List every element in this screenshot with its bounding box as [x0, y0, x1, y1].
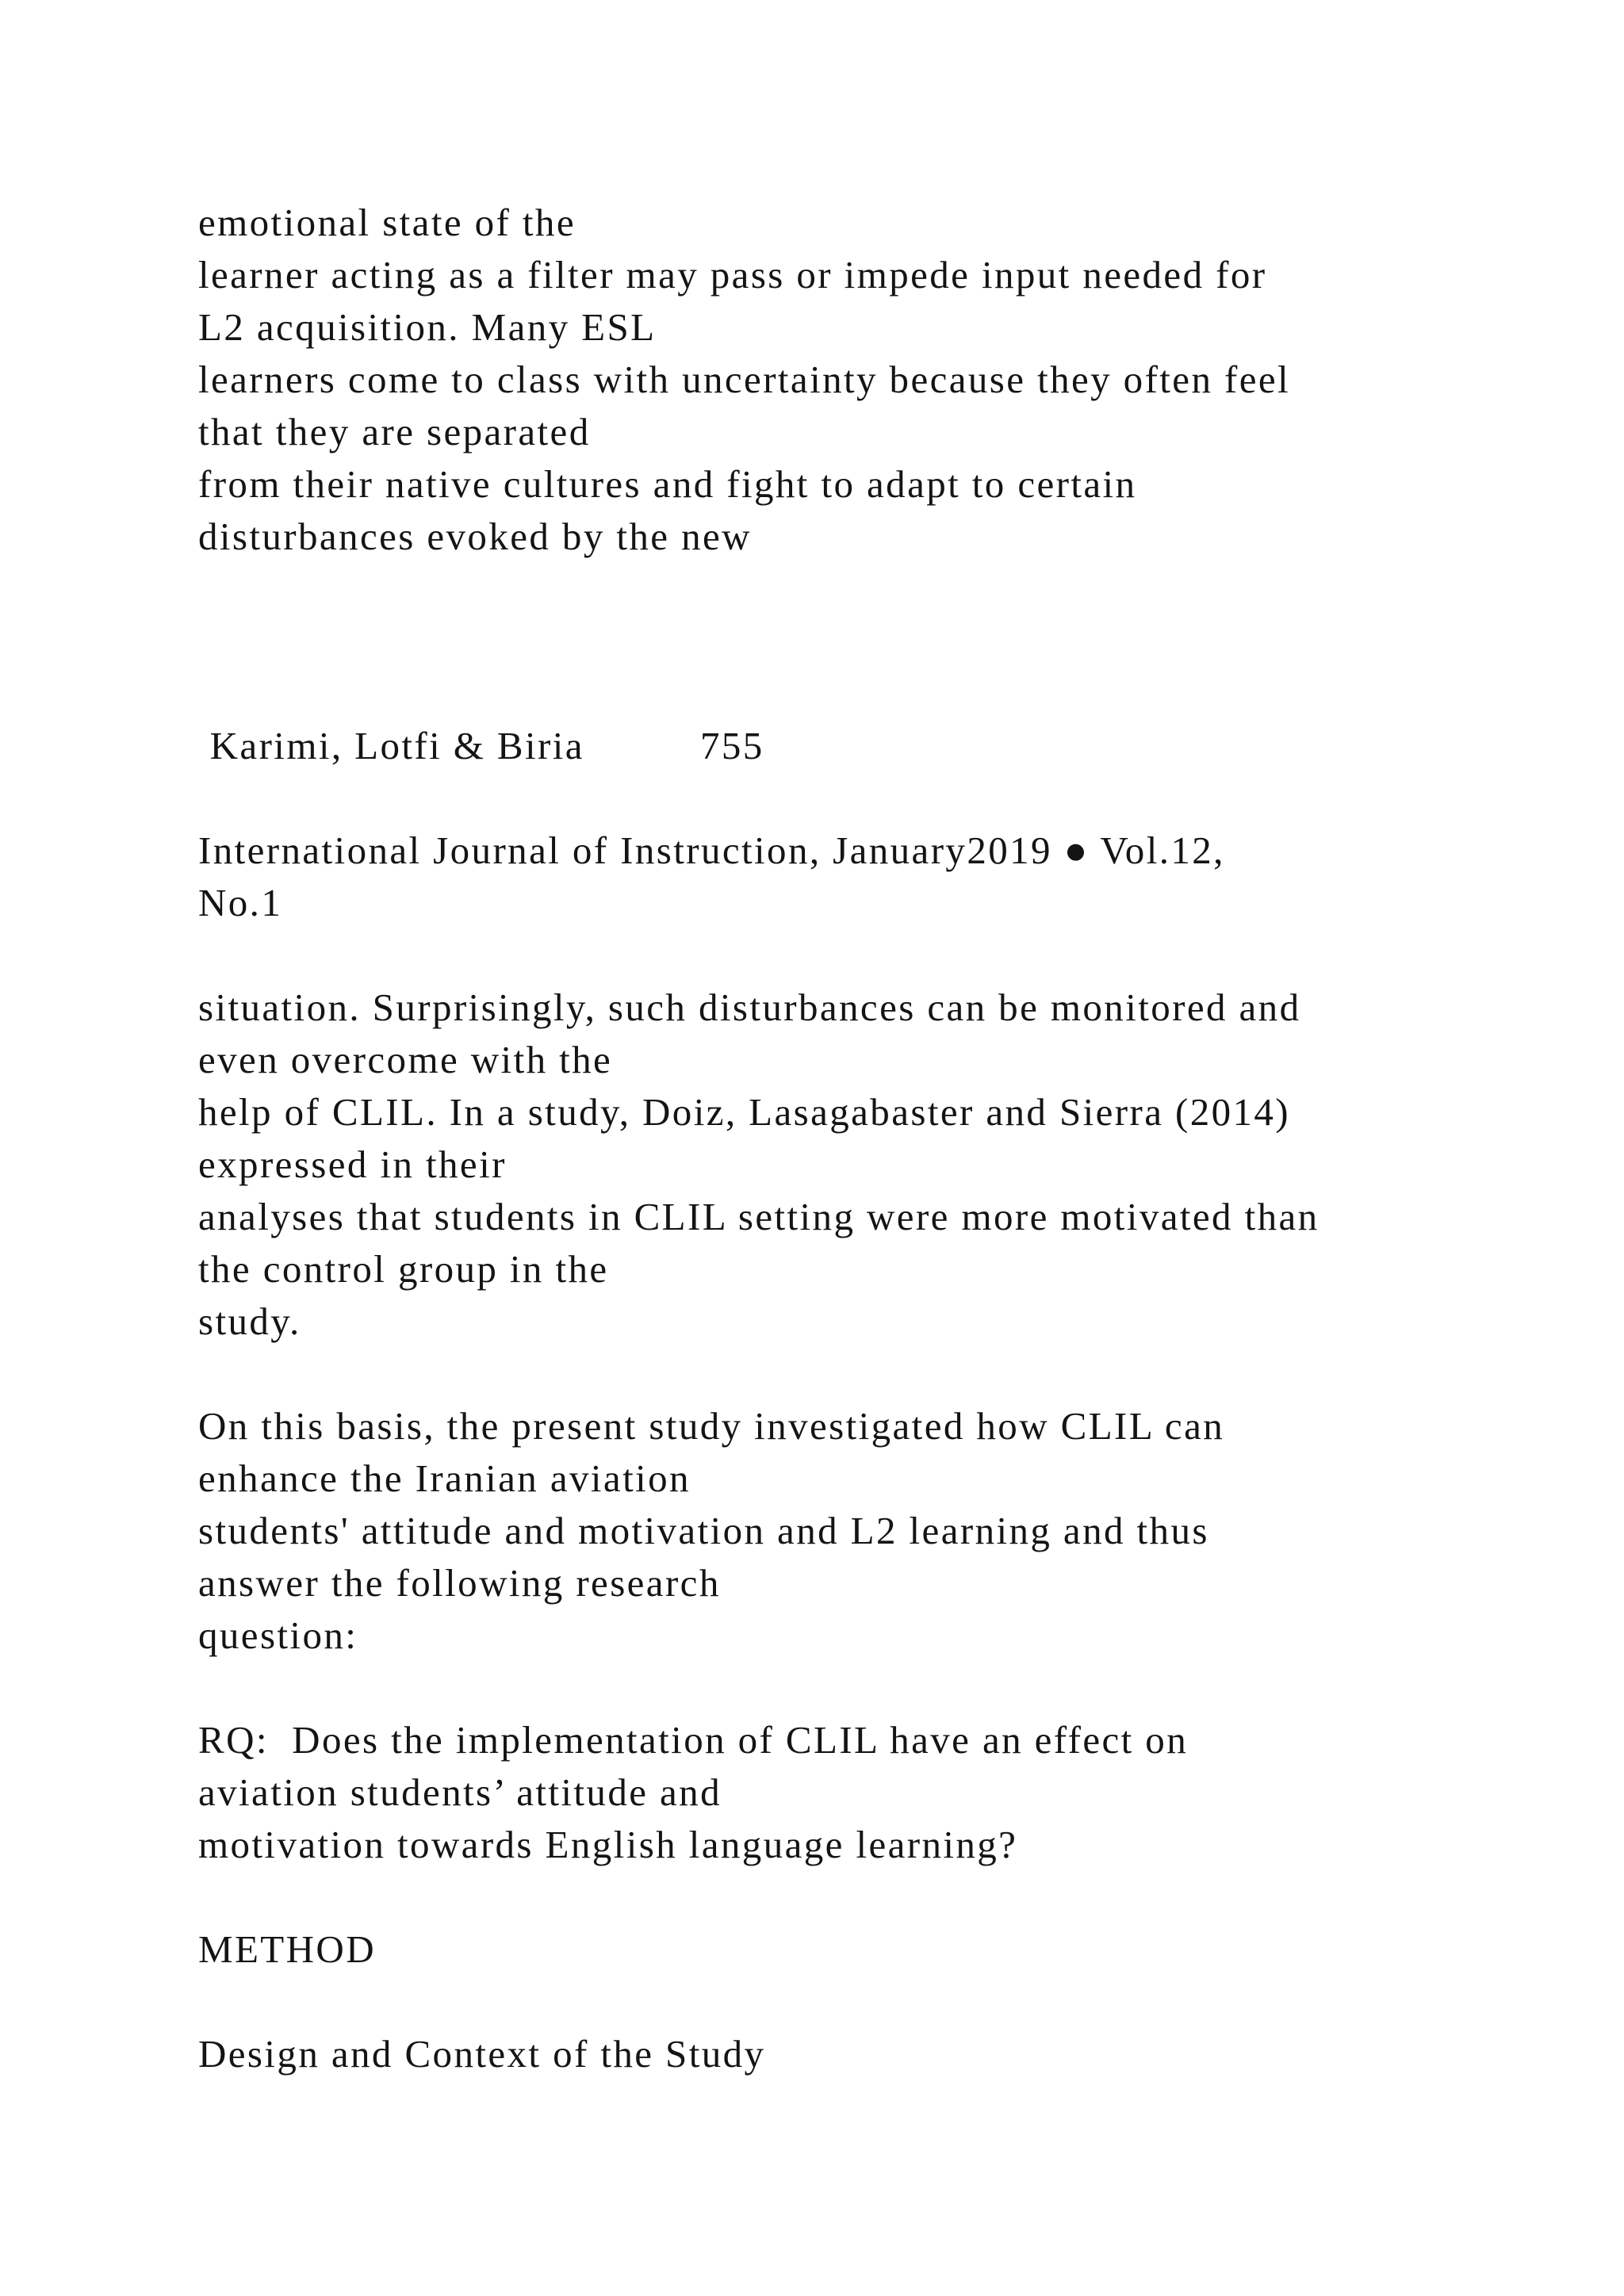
paragraph-1-line-1: emotional state of the — [198, 201, 576, 244]
section-heading: METHOD — [198, 1927, 376, 1971]
paragraph-2-line-6: the control group in the — [198, 1247, 609, 1291]
subsection-heading: Design and Context of the Study — [198, 2032, 766, 2076]
paragraph-3-line-3: students' attitude and motivation and L2 learning and thus — [198, 1509, 1209, 1552]
research-question-line-2: aviation students’ attitude and — [198, 1770, 722, 1814]
running-header-authors: Karimi, Lotfi & Biria — [198, 724, 584, 767]
paragraph-1-line-6: from their native cultures and fight to adapt to certain — [198, 462, 1137, 506]
paragraph-2-line-7: study. — [198, 1299, 301, 1343]
paragraph-3-line-5: question: — [198, 1613, 358, 1657]
paragraph-1-line-4: learners come to class with uncertainty because they often feel — [198, 358, 1291, 401]
paragraph-3-line-4: answer the following research — [198, 1561, 721, 1605]
paragraph-2-line-2: even overcome with the — [198, 1038, 613, 1081]
journal-line-1: International Journal of Instruction, January2019 ● Vol.12, — [198, 828, 1225, 872]
paragraph-1-line-5: that they are separated — [198, 410, 591, 453]
paragraph-1-line-3: L2 acquisition. Many ESL — [198, 305, 657, 349]
paragraph-3-line-1: On this basis, the present study investigated how CLIL can — [198, 1404, 1225, 1448]
paragraph-2-line-5: analyses that students in CLIL setting were more motivated than — [198, 1195, 1320, 1238]
page-number: 755 — [700, 724, 764, 767]
paragraph-1-line-2: learner acting as a filter may pass or impede input needed for — [198, 253, 1267, 297]
paragraph-1-line-7: disturbances evoked by the new — [198, 515, 752, 558]
paragraph-2-line-1: situation. Surprisingly, such disturbances can be monitored and — [198, 985, 1301, 1029]
research-question-line-1: RQ: Does the implementation of CLIL have an effect on — [198, 1718, 1189, 1762]
paragraph-3-line-2: enhance the Iranian aviation — [198, 1456, 691, 1500]
journal-line-2: No.1 — [198, 881, 283, 924]
paragraph-2-line-3: help of CLIL. In a study, Doiz, Lasagabaster and Sierra (2014) — [198, 1090, 1291, 1134]
paragraph-2-line-4: expressed in their — [198, 1142, 507, 1186]
research-question-line-3: motivation towards English language learning? — [198, 1823, 1018, 1866]
